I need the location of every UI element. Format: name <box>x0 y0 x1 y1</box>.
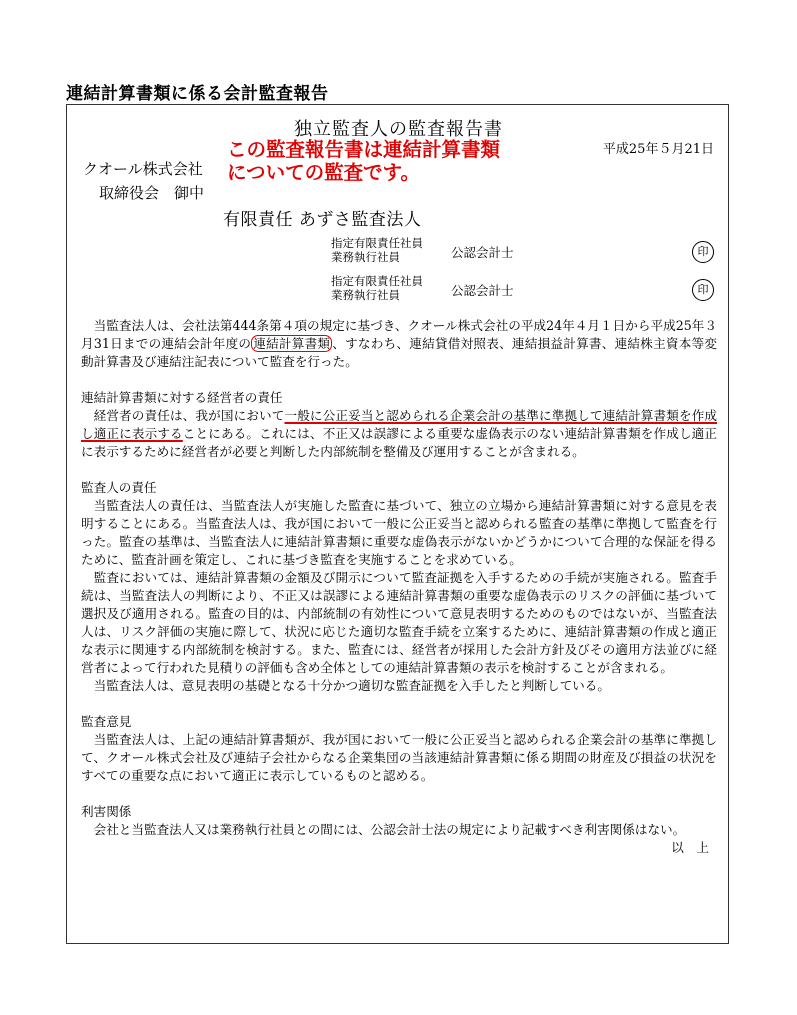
management-text-before: 経営者の責任は、我が国において <box>93 408 285 423</box>
partner-1-role-line1: 指定有限責任社員 <box>331 236 423 250</box>
addressee-board: 取締役会 御中 <box>99 184 205 202</box>
management-responsibility-heading: 連結計算書類に対する経営者の責任 <box>81 390 283 405</box>
interest-heading: 利害関係 <box>81 804 132 819</box>
partner-1-title: 公認会計士 <box>451 245 514 260</box>
page-heading: 連結計算書類に係る会計監査報告 <box>66 84 329 104</box>
addressee-company: クオール株式会社 <box>83 160 203 178</box>
audit-opinion-heading: 監査意見 <box>81 714 132 729</box>
interest-paragraph: 会社と当監査法人又は業務執行社員との間には、公認会計士法の規定により記載すべき利害関係はない。 <box>93 822 686 837</box>
management-text-after: ことにある。これには、不正又は誤謬による重要な虚偽表示のない連結計算書類を作成し適正に表示するために経営者が必要と判断した内部統制を整備及び運用することが含まれる。 <box>81 426 718 459</box>
management-responsibility-paragraph <box>81 407 717 461</box>
report-body <box>81 317 717 857</box>
callout-line-2: についての監査です。 <box>227 161 421 184</box>
report-date: 平成25年５月21日 <box>602 142 714 157</box>
partner-2-role-line2: 業務執行社員 <box>331 288 400 302</box>
intro-paragraph <box>81 317 717 371</box>
partner-1-role <box>331 236 423 264</box>
document-title: 独立監査人の監査報告書 <box>294 119 503 140</box>
partner-2-title: 公認会計士 <box>451 283 514 298</box>
partner-2-role <box>331 274 423 302</box>
audit-report-frame <box>66 104 729 944</box>
auditor-paragraph-3: 当監査法人は、意見表明の基礎となる十分かつ適切な監査証拠を入手したと判断している。 <box>93 678 610 693</box>
audit-opinion-paragraph: 当監査法人は、上記の連結計算書類が、我が国において一般に公正妥当と認められる企業会計の基準に準拠して、クオール株式会社及び連結子会社からなる企業集団の当該連結計算書類に係る期間の財産及び損益の状況をすべての重要な点において適正に表示しているものと認める。 <box>81 732 718 783</box>
auditor-paragraph-2: 監査においては、連結計算書類の金額及び開示について監査証拠を入手するための手続が実施される。監査手続は、当監査法人の判断により、不正又は誤謬による連結計算書類の重要な虚偽表示のリスクの評価に基づいて選択及び適用される。監査の目的は、内部統制の有効性について意見表明するためのものではないが、当監査法人は、リスク評価の実施に際して、状況に応じた適切な監査手続を立案するために、連結計算書類の作成と適正な表示に関連する内部統制を検討する。また、監査には、経営者が採用した会計方針及びその適用方法並びに経営者によって行われた見積りの評価も含め全体としての連結計算書類の表示を検討することが含まれる。 <box>81 570 717 675</box>
partner-2-role-line1: 指定有限責任社員 <box>331 274 423 288</box>
intro-text-after: 、すなわち、連結貸借対照表、連結損益計算書、連結株主資本等変動計算書及び連結注記表について監査を行った。 <box>81 336 718 369</box>
intro-text-before: 当監査法人は、会社法第444条第４項の規定に基づき、クオール株式会社の平成24年４月１日から平成25年３月31日までの連結会計年度の <box>81 318 717 351</box>
red-callout-annotation <box>227 138 500 184</box>
auditor-paragraph-1: 当監査法人の責任は、当監査法人が実施した監査に基づいて、独立の立場から連結計算書類に対する意見を表明することにある。当監査法人は、我が国において一般に公正妥当と認められる監査の基準に準拠して監査を行った。監査の基準は、当監査法人に連結計算書類に重要な虚偽表示がないかどうかについて合理的な保証を得るために、監査計画を策定し、これに基づき監査を実施することを求めている。 <box>81 498 717 567</box>
partner-1-seal-icon: 印 <box>692 241 714 263</box>
partner-1-role-line2: 業務執行社員 <box>331 250 400 264</box>
audit-firm-name: 有限責任 あずさ監査法人 <box>223 210 422 230</box>
underlined-phrase: 一般に公正妥当と認められる企業会計の基準に準拠して連結計算書類を作成し適正に表示する <box>81 408 718 441</box>
callout-line-1: この監査報告書は連結計算書類 <box>227 138 501 161</box>
circled-term: 連結計算書類 <box>253 336 331 351</box>
auditor-responsibility-heading: 監査人の責任 <box>81 480 157 495</box>
partner-2-seal-icon: 印 <box>692 279 714 301</box>
closing-mark: 以 上 <box>671 840 709 855</box>
